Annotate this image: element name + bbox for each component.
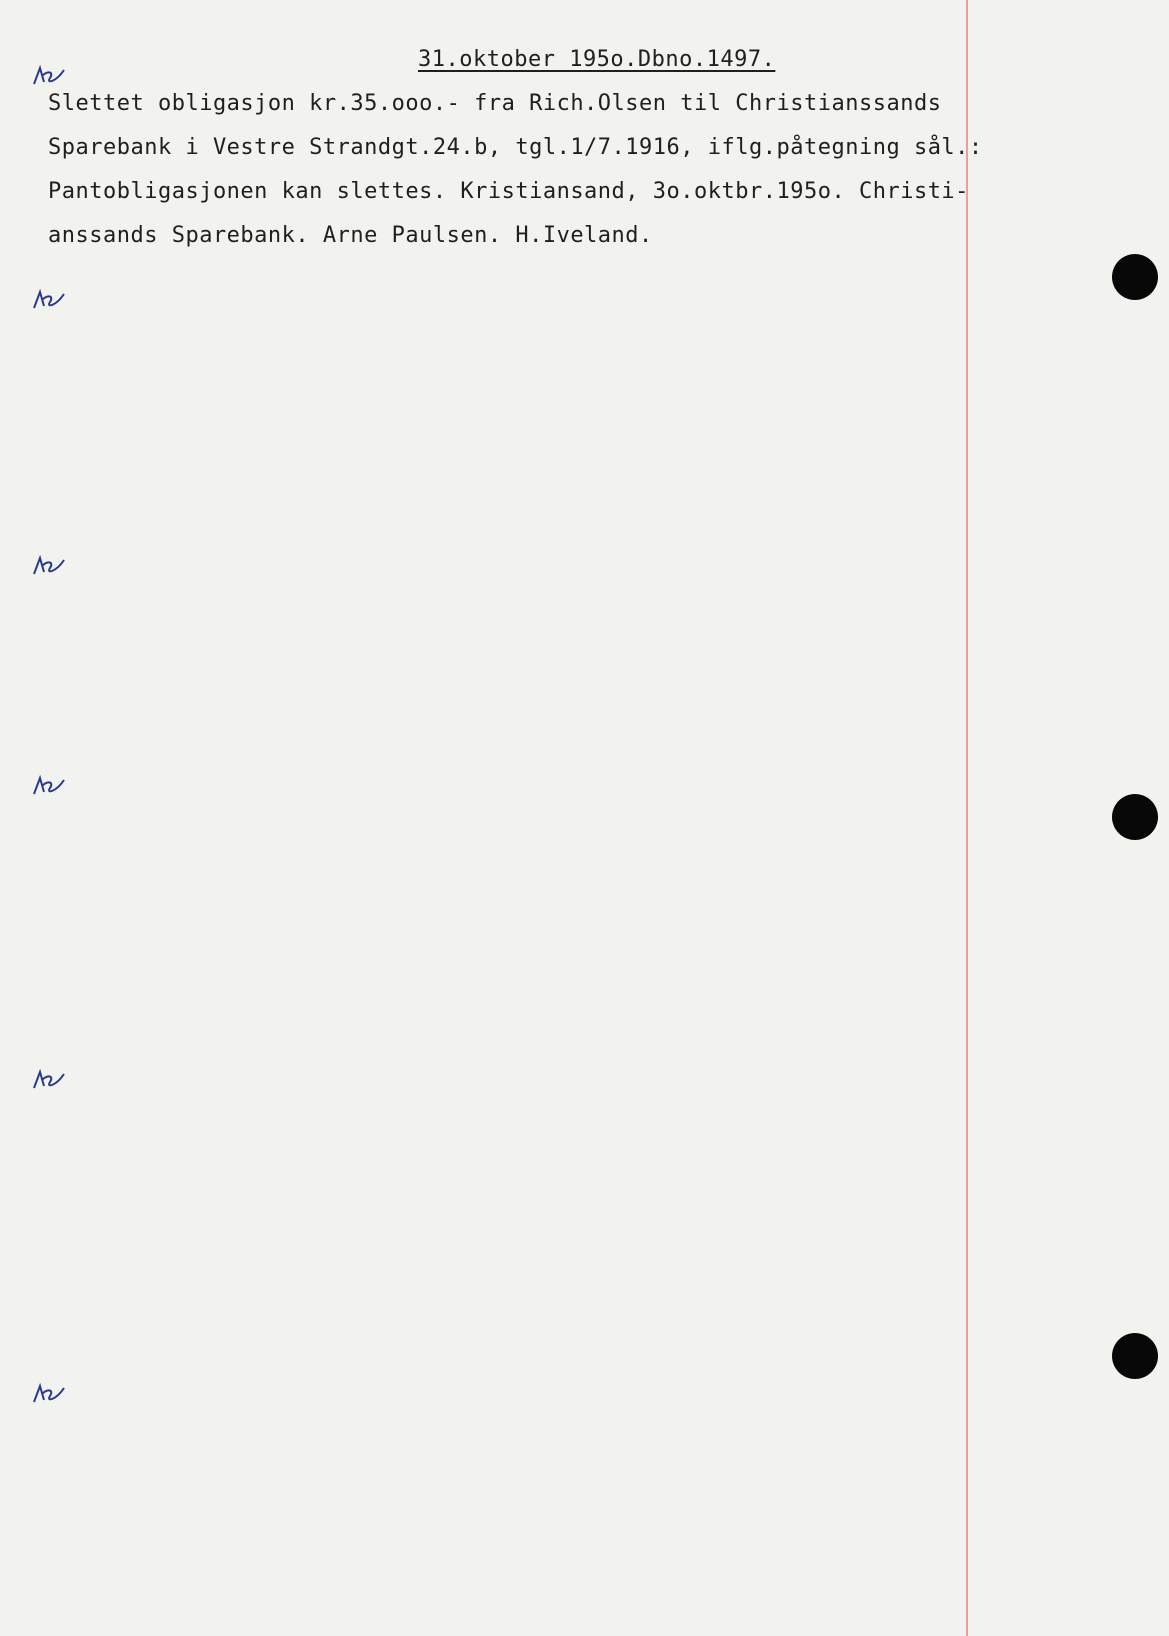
entry-line: Slettet obligasjon kr.35.ooo.- fra Rich.Olsen til Christianssands [48, 91, 942, 117]
ledger-content [48, 38, 1128, 303]
handwritten-initials-mark [30, 1066, 70, 1096]
entry-line: anssands Sparebank. Arne Paulsen. H.Iveland. [48, 223, 653, 249]
punch-hole [1112, 794, 1158, 840]
entry-line: Pantobligasjonen kan slettes. Kristiansand, 3o.oktbr.195o. Christi- [48, 179, 969, 205]
entry-line: Sparebank i Vestre Strandgt.24.b, tgl.1/7.1916, iflg.påtegning sål.: [48, 135, 983, 161]
handwritten-initials-mark [30, 772, 70, 802]
handwritten-initials-mark [30, 1380, 70, 1410]
punch-hole [1112, 1333, 1158, 1379]
handwritten-initials-mark [30, 552, 70, 582]
entry-heading: 31.oktober 195o.Dbno.1497. [418, 47, 776, 72]
